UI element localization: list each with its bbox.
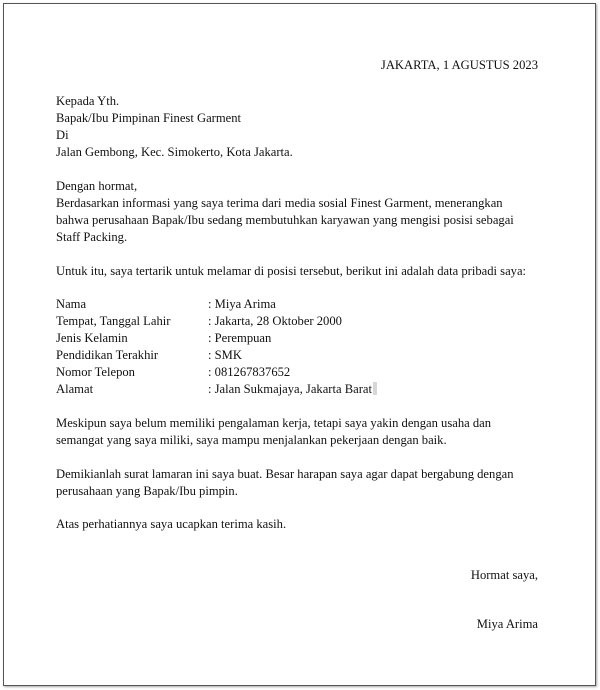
intro-line: Staff Packing. <box>56 230 128 244</box>
signature-name: Miya Arima <box>476 617 538 631</box>
letter-page <box>3 3 596 686</box>
interest-statement: Untuk itu, saya tertarik untuk melamar di posisi tersebut, berikut ini adalah data pribadi saya: <box>56 264 527 278</box>
data-value-birth: : Jakarta, 28 Oktober 2000 <box>208 314 342 328</box>
recipient-line: Kepada Yth. <box>56 94 120 108</box>
sign-off: Hormat saya, <box>470 568 538 582</box>
recipient-address: Jalan Gembong, Kec. Simokerto, Kota Jakarta. <box>56 145 293 159</box>
data-label-name: Nama <box>56 297 87 311</box>
data-value-gender: : Perempuan <box>208 331 272 345</box>
greeting: Dengan hormat, <box>56 179 138 193</box>
data-value-education: : SMK <box>208 348 242 362</box>
motivation-line: Meskipun saya belum memiliki pengalaman kerja, tetapi saya yakin dengan usaha dan <box>56 416 492 430</box>
text-cursor-highlight <box>373 382 377 395</box>
thanks-line: Atas perhatiannya saya ucapkan terima kasih. <box>56 517 287 531</box>
motivation-line: semangat yang saya miliki, saya mampu menjalankan pekerjaan dengan baik. <box>56 433 447 447</box>
data-label-birth: Tempat, Tanggal Lahir <box>56 314 171 328</box>
data-value-name: : Miya Arima <box>208 297 276 311</box>
closing-paragraph-line: perusahaan yang Bapak/Ibu pimpin. <box>56 484 238 498</box>
closing-paragraph-line: Demikianlah surat lamaran ini saya buat. Besar harapan saya agar dapat bergabung dengan <box>56 467 514 481</box>
data-label-phone: Nomor Telepon <box>56 365 135 379</box>
letter-date: JAKARTA, 1 AGUSTUS 2023 <box>380 58 538 72</box>
data-label-address: Alamat <box>56 382 94 396</box>
intro-line: bahwa perusahaan Bapak/Ibu sedang membutuhkan karyawan yang mengisi posisi sebagai <box>56 213 514 227</box>
intro-line: Berdasarkan informasi yang saya terima dari media sosial Finest Garment, menerangkan <box>56 196 503 210</box>
recipient-line: Bapak/Ibu Pimpinan Finest Garment <box>56 111 242 125</box>
recipient-line: Di <box>56 128 69 142</box>
data-value-address-row <box>208 381 377 398</box>
data-value-address: : Jalan Sukmajaya, Jakarta Barat <box>208 382 373 396</box>
data-label-education: Pendidikan Terakhir <box>56 348 159 362</box>
data-value-phone: : 081267837652 <box>208 365 291 379</box>
data-label-gender: Jenis Kelamin <box>56 331 128 345</box>
